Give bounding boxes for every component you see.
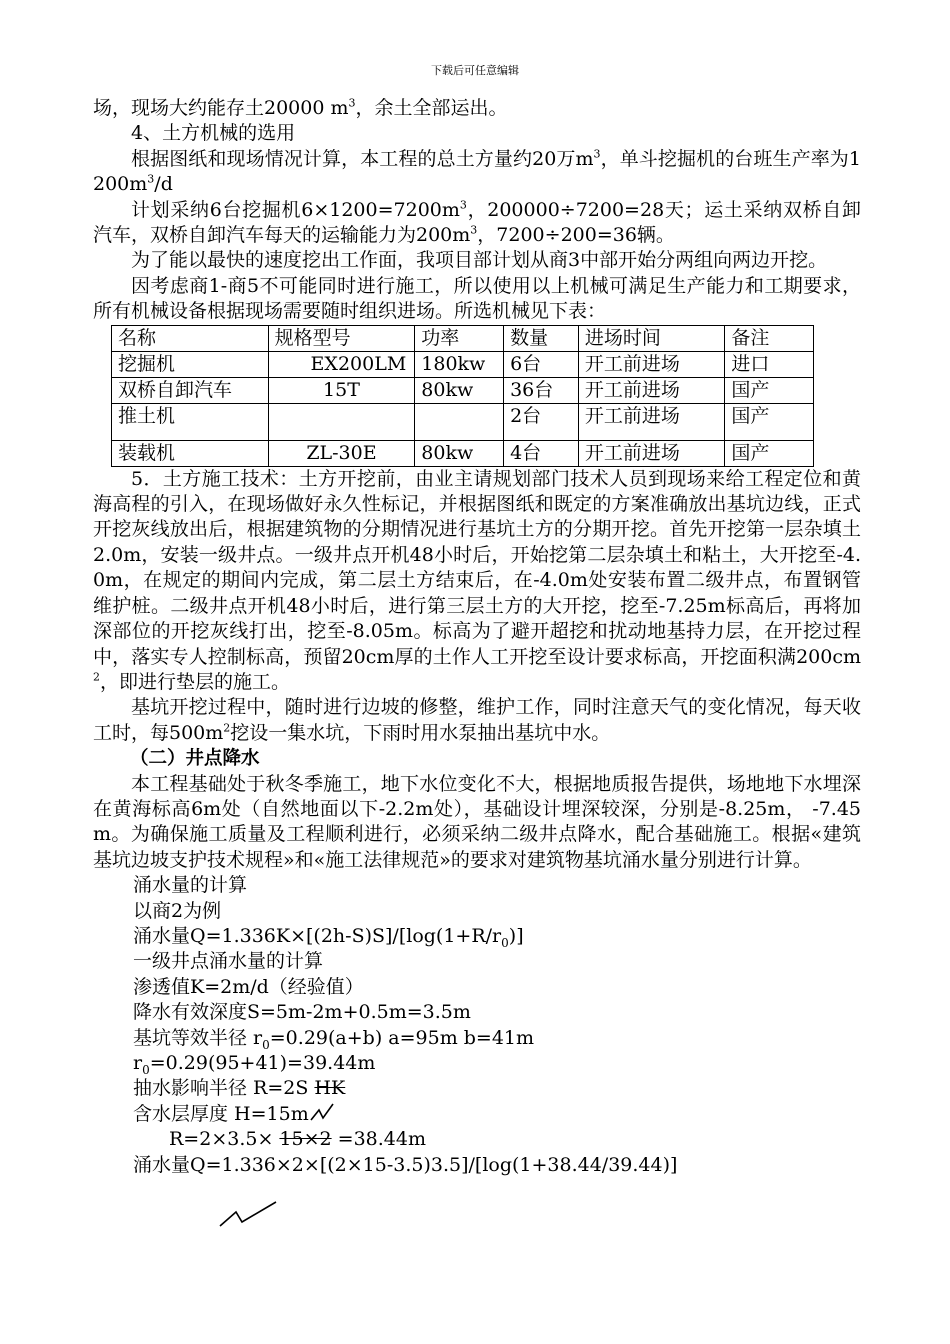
table-row (112, 351, 814, 377)
machinery-table (111, 325, 814, 467)
sqrt-mark-icon (309, 1102, 335, 1124)
table-cell: 国产 (725, 440, 814, 466)
table-cell: 180kw (415, 351, 504, 377)
table-cell: 装载机 (112, 440, 269, 466)
table-cell: 开工前进场 (578, 403, 725, 440)
table-header-cell: 数量 (504, 325, 579, 351)
paragraph-excavation-order: 为了能以最快的速度挖出工作面，我项目部计划从商3中部开始分两组向两边开挖。 (131, 249, 828, 272)
table-header-row (112, 325, 814, 351)
calc-line: 涌水量$Q=1.336K\times[(2h-S)S]/[\log(1+R/r_0)]$ (133, 924, 524, 950)
paragraph-soil-storage: 场，现场大约能存土20000 $m^3$，余土全部运出。 (93, 96, 508, 119)
calc-line: 抽水影响半径 R=2S HK (133, 1077, 346, 1100)
table-cell: 国产 (725, 377, 814, 403)
table-cell: 推土机 (112, 403, 269, 440)
table-cell: 双桥自卸汽车 (112, 377, 269, 403)
calc-line: 含水层厚度 H=15m (93, 1102, 861, 1127)
sqrt-mark-icon (218, 1200, 278, 1230)
table-cell (268, 403, 415, 440)
calc-line: 以商2为例 (133, 899, 222, 922)
calc-line: 涌水量Q=1.336×2×[(2×15-3.5)3.5]/[log(1+38.44/39.44)] (133, 1153, 678, 1176)
table-row (112, 440, 814, 466)
paragraph-construction-technique: 5．土方施工技术：土方开挖前，由业主请规划部门技术人员到现场来给工程定位和黄海高程的引入，在现场做好永久性标记，并根据图纸和既定的方案准确放出基坑边线，正式开挖灰线放出后，根据建筑物的分期情况进行基坑土方的分期开挖。首先开挖第一层杂填土2.0m，安装一级井点。一级井点开机48小时后，开始挖第二层杂填土和粘土，大开挖至-4.0m，在规定的期间内完成，第二层土方结束后，在-4.0m处安装布置二级井点，布置钢管维护桩。二级井点开机48小时后，进行第三层土方的大开挖，挖至-7.25m标高后，再将加深部位的开挖灰线打出，挖至-8.05m。标高为了避开超挖和扰动地基持力层，在开挖过程中，落实专人控制标高，预留20cm厚的土作人工开挖至设计要求标高，开挖面积满$200cm^2$，即进行垫层的施工。 (93, 467, 861, 693)
section-title-machinery: 4、土方机械的选用 (131, 122, 296, 145)
calc-line: R=2×3.5× 15×2 =38.44m (169, 1128, 426, 1151)
table-row (112, 377, 814, 403)
table-cell: 6台 (504, 351, 579, 377)
table-header-cell: 规格型号 (268, 325, 415, 351)
table-header-cell: 进场时间 (578, 325, 725, 351)
table-cell: EX200LM (268, 351, 415, 377)
page-header: 下载后可任意编辑 (431, 64, 519, 77)
table-cell (415, 403, 504, 440)
paragraph-slope-maintenance: 基坑开挖过程中，随时进行边坡的修整，维护工作，同时注意天气的变化情况，每天收工时，每$500m^2$挖设一集水坑，下雨时用水泵抽出基坑中水。 (93, 696, 861, 744)
table-row (112, 403, 814, 440)
calc-line: 涌水量的计算 (133, 874, 248, 897)
table-cell: 进口 (725, 351, 814, 377)
paragraph-earthwork-volume: 根据图纸和现场情况计算，本工程的总土方量约20万$m^3$，单斗挖掘机的台班生产率为$1200m^3/d$ (93, 147, 861, 196)
table-cell: 开工前进场 (578, 440, 725, 466)
table-cell: 开工前进场 (578, 377, 725, 403)
paragraph-excavator-plan: 计划采纳6台挖掘机$6\times 1200=7200m^3$，200000÷7200=28天；运土采纳双桥自卸汽车，双桥自卸汽车每天的运输能力为$200m^3$，7200÷200=36辆。 (93, 198, 861, 247)
calc-line: 基坑等效半径 $r_0=0.29(a+b)$ a=95m b=41m (133, 1026, 535, 1052)
calc-line: 一级井点涌水量的计算 (133, 950, 324, 973)
table-cell: 15T (268, 377, 415, 403)
table-cell: 4台 (504, 440, 579, 466)
calc-line: 降水有效深度S=5m-2m+0.5m=3.5m (133, 1001, 471, 1024)
table-header-cell: 功率 (415, 325, 504, 351)
section-title-dewatering: （二）井点降水 (130, 748, 260, 770)
calc-line: 渗透值K=2m/d（经验值） (133, 975, 364, 998)
table-header-cell: 备注 (725, 325, 814, 351)
table-cell: 36台 (504, 377, 579, 403)
table-cell: 80kw (415, 440, 504, 466)
table-cell: 开工前进场 (578, 351, 725, 377)
paragraph-machinery-intro: 因考虑商1-商5不可能同时进行施工，所以使用以上机械可满足生产能力和工期要求，所有机械设备根据现场需要随时组织进场。所选机械见下表： (93, 274, 861, 323)
table-cell: 挖掘机 (112, 351, 269, 377)
table-cell: 国产 (725, 403, 814, 440)
document-body (93, 96, 861, 1178)
table-cell: 2台 (504, 403, 579, 440)
calc-line: $r_0=0.29(95+41)=39.44m$ (133, 1052, 376, 1077)
table-cell: ZL-30E (268, 440, 415, 466)
paragraph-dewatering: 本工程基础处于秋冬季施工，地下水位变化不大，根据地质报告提供，场地地下水埋深在黄海标高6m处（自然地面以下-2.2m处），基础设计埋深较深，分别是-8.25m， -7.45m。为确保施工质量及工程顺利进行，必须采纳二级井点降水，配合基础施工。根据«建筑基坑边坡支护技术规程»和«施工法律规范»的要求对建筑物基坑涌水量分别进行计算。 (93, 772, 861, 871)
table-header-cell: 名称 (112, 325, 269, 351)
table-cell: 80kw (415, 377, 504, 403)
